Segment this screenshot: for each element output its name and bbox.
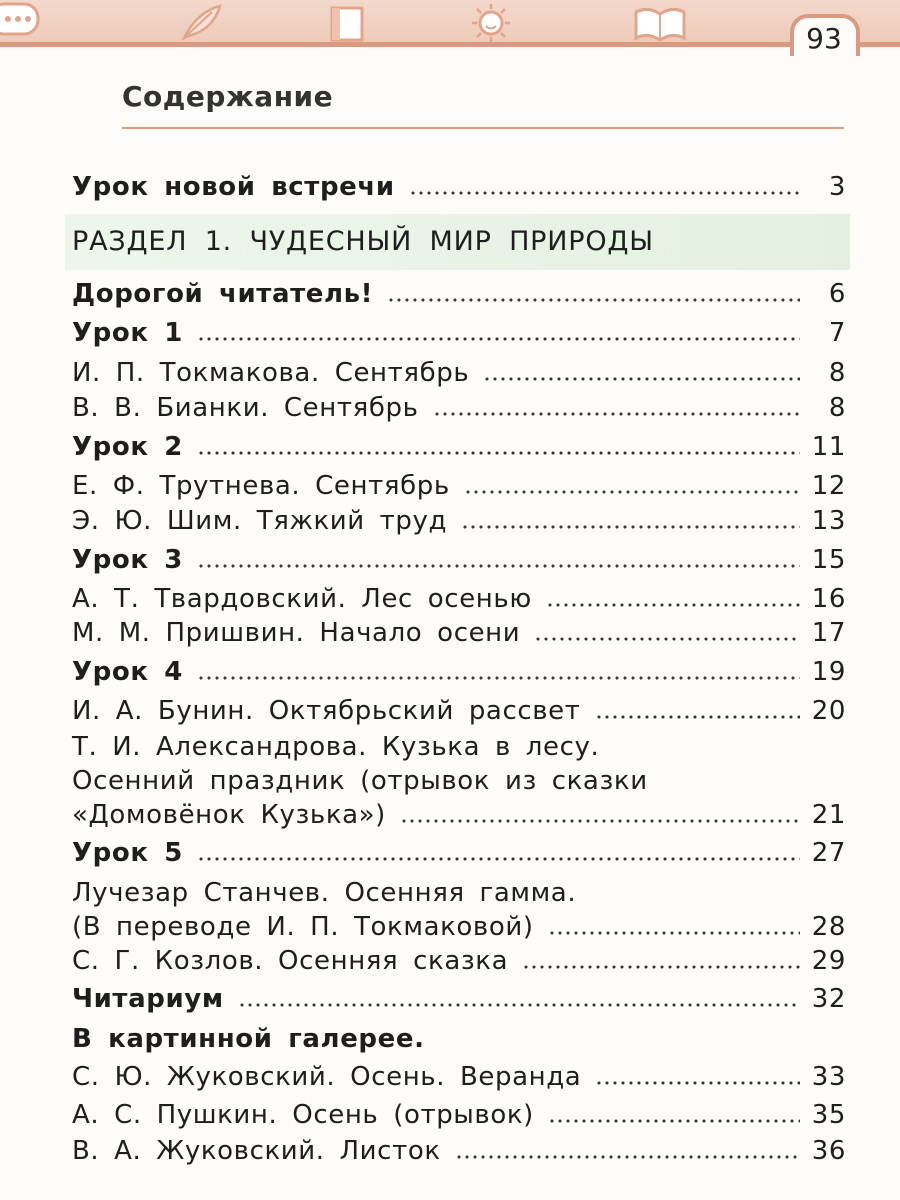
toc-page-number: 15 xyxy=(811,545,846,575)
book-closed-icon xyxy=(326,2,372,44)
toc-page-number: 36 xyxy=(811,1136,846,1166)
toc-entry-text: Осенний праздник (отрывок из сказки xyxy=(72,766,648,796)
dot-leader xyxy=(197,336,800,342)
toc-page-number: 17 xyxy=(811,618,846,648)
toc-entry xyxy=(72,616,846,650)
toc-entry-text: А. С. Пушкин. Осень (отрывок) xyxy=(72,1100,534,1130)
toc-entry-text: В картинной галерее. xyxy=(72,1024,425,1054)
toc-page-number: 19 xyxy=(811,657,846,687)
toc-entry xyxy=(72,582,846,616)
toc-entry-text: И. П. Токмакова. Сентябрь xyxy=(72,358,470,388)
dot-leader xyxy=(546,602,800,608)
dot-leader xyxy=(483,376,800,382)
toc-entry-text: В. А. Жуковский. Листок xyxy=(72,1136,441,1166)
header-rule xyxy=(0,42,900,47)
toc-entry-text: Э. Ю. Шим. Тяжкий труд xyxy=(72,506,448,536)
sun-icon xyxy=(466,2,516,44)
toc-entry xyxy=(72,836,846,870)
toc-page-number: 35 xyxy=(811,1100,846,1130)
toc-entry xyxy=(72,391,846,425)
toc-entry xyxy=(72,1134,846,1168)
toc-entry-text: С. Г. Козлов. Осенняя сказка xyxy=(72,946,509,976)
page-title: Содержание xyxy=(122,80,334,113)
toc-page-number: 12 xyxy=(811,471,846,501)
dot-leader xyxy=(548,930,800,936)
toc-page-number: 21 xyxy=(811,800,846,830)
toc-entry xyxy=(72,982,846,1016)
dot-leader xyxy=(238,1002,800,1008)
toc-entry-text: Т. И. Александрова. Кузька в лесу. xyxy=(72,732,600,762)
section-heading: РАЗДЕЛ 1. ЧУДЕСНЫЙ МИР ПРИРОДЫ xyxy=(72,226,654,257)
toc-entry xyxy=(72,694,846,728)
dot-leader xyxy=(534,636,799,642)
toc-entry-text: В. В. Бианки. Сентябрь xyxy=(72,393,419,423)
toc-entry-text: Читариум xyxy=(72,984,224,1014)
dot-leader xyxy=(197,450,800,456)
book-open-icon xyxy=(632,2,688,44)
toc-entry-text: (В переводе И. П. Токмаковой) xyxy=(72,912,534,942)
toc-entry xyxy=(72,655,846,689)
toc-entry-text: И. А. Бунин. Октябрьский рассвет xyxy=(72,696,581,726)
toc-page-number: 6 xyxy=(828,279,846,309)
toc-page-number: 32 xyxy=(811,984,846,1014)
dot-leader xyxy=(464,489,800,495)
toc-entry xyxy=(72,430,846,464)
toc-page-number: 27 xyxy=(811,838,846,868)
toc-entry-text: Урок новой встречи xyxy=(72,172,395,202)
toc-page-number: 3 xyxy=(828,172,846,202)
dot-leader xyxy=(409,190,800,196)
dot-leader xyxy=(400,818,800,824)
toc-entry-text: Урок 2 xyxy=(72,432,183,462)
toc-entry-text: Урок 4 xyxy=(72,657,183,687)
toc-entry-text: «Домовёнок Кузька») xyxy=(72,800,386,830)
toc-page-number: 29 xyxy=(811,946,846,976)
dot-leader xyxy=(433,411,800,417)
dot-leader xyxy=(548,1118,800,1124)
toc-page-number: 8 xyxy=(828,393,846,423)
toc-entry-text: С. Ю. Жуковский. Осень. Веранда xyxy=(72,1062,582,1092)
toc-entry-text: А. Т. Твардовский. Лес осенью xyxy=(72,584,532,614)
speech-bubble-icon xyxy=(0,0,46,40)
toc-entry xyxy=(72,170,846,204)
feather-icon xyxy=(178,2,224,42)
toc-entry xyxy=(72,798,846,832)
dot-leader xyxy=(595,714,800,720)
toc-entry xyxy=(72,356,846,390)
toc-entry xyxy=(72,504,846,538)
toc-entry-text: Урок 5 xyxy=(72,838,183,868)
dot-leader xyxy=(197,675,800,681)
dot-leader xyxy=(595,1080,799,1086)
dot-leader xyxy=(197,563,800,569)
header-band xyxy=(0,0,900,44)
toc-page-number: 33 xyxy=(811,1062,846,1092)
toc-entry xyxy=(72,910,846,944)
page-number: 93 xyxy=(806,22,842,55)
toc-entry xyxy=(72,543,846,577)
toc-entry xyxy=(72,277,846,311)
dot-leader xyxy=(197,856,800,862)
toc-entry-text: Дорогой читатель! xyxy=(72,279,374,309)
toc-page-number: 11 xyxy=(811,432,846,462)
toc-entry xyxy=(72,1060,846,1094)
toc-entry-text: Урок 3 xyxy=(72,545,183,575)
toc-entry-text: М. М. Пришвин. Начало осени xyxy=(72,618,521,648)
toc-entry-text: Е. Ф. Трутнева. Сентябрь xyxy=(72,471,450,501)
toc-entry xyxy=(72,316,846,350)
toc-entry xyxy=(72,469,846,503)
toc-page-number: 7 xyxy=(828,318,846,348)
toc-page-number: 8 xyxy=(828,358,846,388)
toc-page-number: 20 xyxy=(811,696,846,726)
title-rule xyxy=(122,127,844,129)
toc-entry xyxy=(72,944,846,978)
toc-page-number: 28 xyxy=(811,912,846,942)
toc-entry-text: Лучезар Станчев. Осенняя гамма. xyxy=(72,878,577,908)
toc-page-number: 13 xyxy=(811,506,846,536)
dot-leader xyxy=(387,297,800,303)
dot-leader xyxy=(461,524,800,530)
toc-page-number: 16 xyxy=(811,584,846,614)
dot-leader xyxy=(455,1154,800,1160)
dot-leader xyxy=(522,964,800,970)
toc-entry xyxy=(72,1098,846,1132)
toc-entry-text: Урок 1 xyxy=(72,318,183,348)
